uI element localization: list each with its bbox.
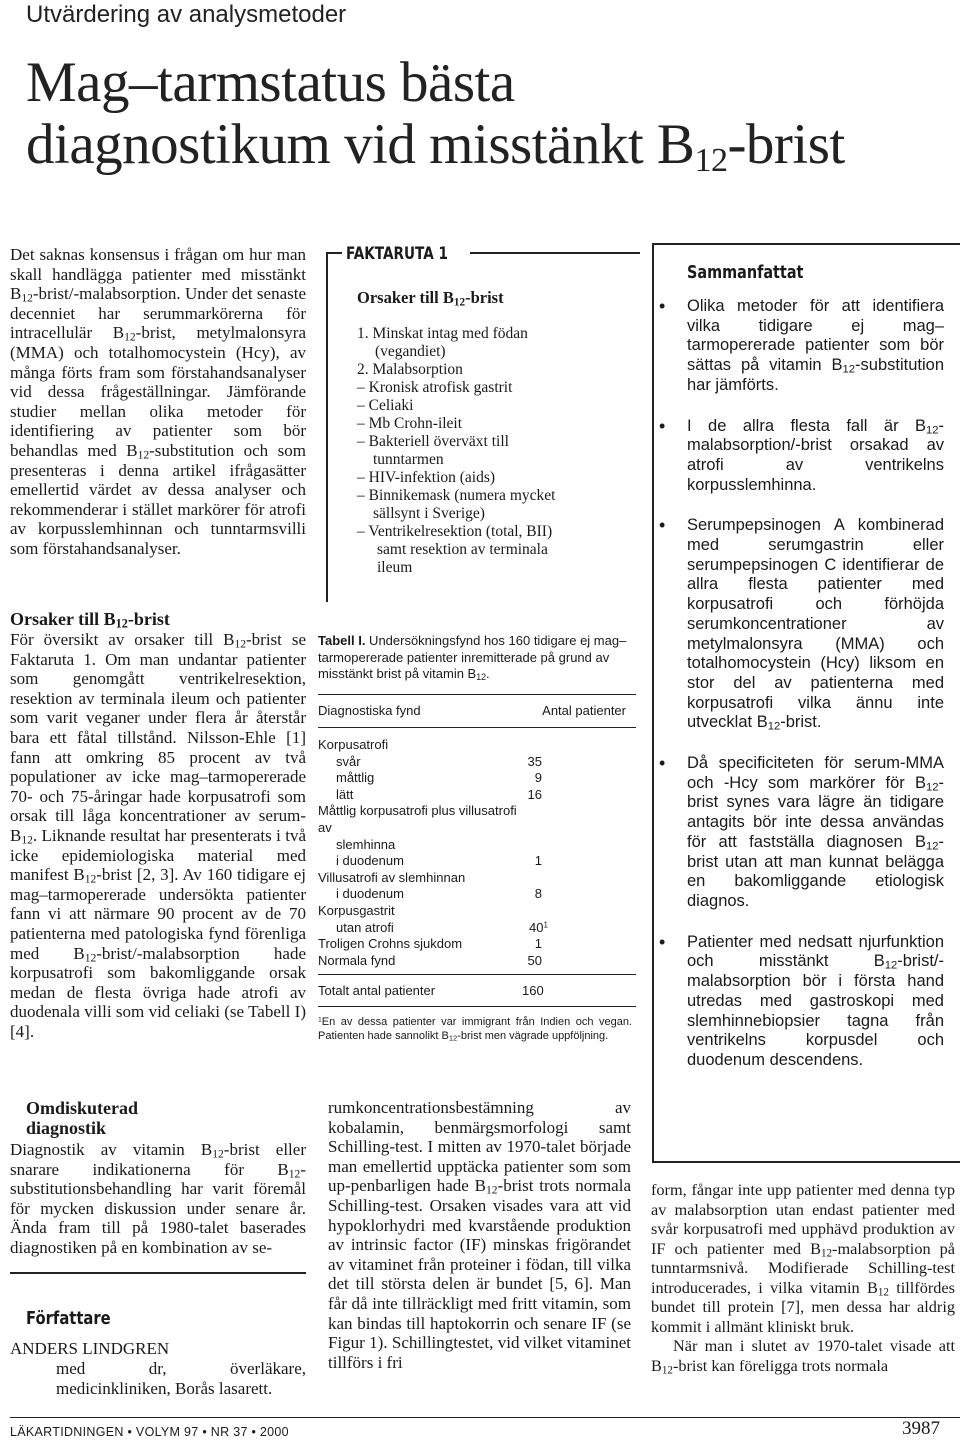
table-row	[318, 903, 628, 920]
author-divider	[10, 1272, 306, 1274]
table-row	[318, 787, 628, 804]
faktaruta-label: FAKTARUTA 1	[346, 244, 448, 264]
table-row	[318, 754, 628, 771]
table-row	[318, 737, 628, 754]
table-header-count: Antal patienter	[542, 703, 626, 718]
footer-journal: LÄKARTIDNINGEN • VOLYM 97 • NR 37 • 2000	[10, 1425, 289, 1439]
table-cell-finding: i duodenum	[336, 886, 404, 902]
list-item: tunntarmen	[373, 451, 444, 468]
table-cell-finding: svår	[336, 753, 361, 769]
table-rule-header	[318, 727, 636, 728]
bullet-icon: •	[659, 931, 666, 952]
table-cell-finding: Korpusgastrit	[318, 902, 395, 918]
list-item: – HIV-infektion (aids)	[357, 469, 496, 486]
table-cell-count	[528, 837, 628, 854]
bullet-icon: •	[659, 296, 666, 316]
page-number: 3987	[902, 1418, 940, 1439]
summary-bullet: • Olika metoder för att identifiera vilka tidigare ej mag–tarmopererade patienter som bör sättas på vitamin $B_{12}$-substitution har jämförts.	[659, 296, 944, 394]
table-cell-count: 35	[527, 753, 542, 769]
table-row	[318, 886, 628, 903]
causes-paragraph: För översikt av orsaker till $B_{12}$-brist se Faktaruta 1. Om man undantar patienter som genomgått ventrikelresektion, resektion av terminala ileum och patienter som varit veganer under flera år återstår bara ett fåtal tillstånd. Nilsson-Ehle [1] fann att omkring 85 procent av två populationer av icke mag–tarmopererade 70- och 75-åringar hade korpusatrofi som orsak till låga koncentrationer av serum-$B_{12}$. Liknande resultat har presenterats i två icke epidemiologiska material med manifest $B_{12}$-brist [2, 3]. Av 160 tidigare ej mag–tarmopererade undersökta patienter fann vi att närmare 90 procent av de 70 patienterna med patologiska fynd förenliga med $B_{12}-brist/$-malabsorption hade korpusatrofi som bakomliggande orsak medan de flesta övriga hade atrofi av duodenala villi som vid celiaki (se Tabell I) [4].	[10, 630, 306, 1041]
list-item: 1. Minskat intag med födan	[357, 325, 528, 342]
table-caption: Tabell I. Undersökningsfynd hos 160 tidigare ej mag–tarmopererade patienter inremitterade på grund av misstänkt brist på vitamin $B_{12}$.	[318, 633, 627, 683]
list-item: sällsynt i Sverige)	[373, 505, 485, 522]
list-item: samt resektion av terminala	[377, 541, 548, 558]
list-item: – Mb Crohn-ileit	[357, 415, 463, 432]
table-cell-finding: måttlig	[336, 770, 375, 786]
section-kicker: Utvärdering av analysmetoder	[26, 1, 347, 28]
list-item: – Celiaki	[357, 397, 414, 414]
table-cell-finding: i duodenum	[336, 853, 404, 869]
title-line-2: diagnostikum vid misstänkt $B_{12}$-brist	[26, 113, 845, 179]
right-paragraph: form, fångar inte upp patienter med denna typ av malabsorption utan endast patienter med svår korpusatrofi med upphävd produktion av IF och patienter med $B_{12}$-malabsorption på tunntarmsnivå. Modifierade Schilling-test introducerades, i vilka vitamin $B_{12}$ tillfördes bundet till protein [7], men dessa har aldrig kommit i allmänt kliniskt bruk. När man i slutet av 1970-talet visade att $B_{12}$-brist kan föreligga trots normala	[651, 1180, 955, 1376]
middle-paragraph: rumkoncentrationsbestämning av kobalamin, benmärgsmorfologi samt Schilling-test. I mitten av 1970-talet började man emellertid upptäcka patienter som som up-penbarligen hade $B_{12}$-brist trots normala Schilling-test. Orsaken visades vara att vid hypoklorhydri med kvarstående produktion av intrinsic factor (IF) minskas frigörandet av vitaminet från proteiner i födan, till vilka det till största delen är bundet [5, 6]. Man får då inte tillräckligt med fritt vitamin, som kan bindas till haptokorrin och senare IF (se Figur 1). Schillingtestet, vid vilket vitaminet tillförs i fri	[328, 1098, 631, 1372]
table-cell-finding: utan atrofi	[336, 919, 394, 935]
bullet-icon: •	[659, 515, 666, 536]
table-cell-finding: Villusatrofi av slemhinnan	[318, 869, 466, 885]
summary-frame-bottom	[652, 1161, 960, 1163]
table-cell-count	[528, 803, 628, 836]
table-cell-finding: Måttlig korpusatrofi plus villusatrofi av	[318, 803, 517, 835]
summary-frame-left	[652, 243, 654, 1162]
table-cell-count: 16	[527, 786, 542, 802]
summary-bullet: • Serumpepsinogen A kombinerad med serumgastrin eller serumpepsinogen C identifierar de allra flesta patienter med korpusatrofi och förhöjda serumkoncentrationer av metylmalonsyra (MMA) och totalhomocystein (Hcy) liksom en stor del av patienterna med korpusatrofi vilka ännu inte utvecklat $B_{12}$-brist.	[659, 515, 944, 733]
table-cell-count: $40^1$	[529, 919, 548, 935]
summary-bullet: • Patienter med nedsatt njurfunktion och misstänkt $B_{12}-brist/$-malabsorption bör i första hand utredas med gastroskopi med slemhinnebiopsier tagna från ventrikelns korpusdel och duodenum descendens.	[659, 931, 944, 1069]
table-cell-count: 1	[534, 853, 542, 869]
title-line-1: Mag–tarmstatus bästa	[26, 51, 515, 114]
table-footnote: $^1$En av dessa patienter var immigrant från Indien och vegan. Patienten hade sannolikt $B_{12}$-brist men vägrade uppföljning.	[318, 1016, 632, 1043]
list-item: – Kronisk atrofisk gastrit	[357, 379, 513, 396]
table-rule-top	[318, 694, 636, 695]
table-cell-count	[528, 870, 628, 887]
list-item: – Bakteriell överväxt till	[357, 433, 509, 450]
table-total-row	[318, 983, 636, 999]
bullet-icon: •	[659, 753, 666, 774]
intro-paragraph: Det saknas konsensus i frågan om hur man skall handlägga patienter med misstänkt $B_{12}-brist/$-malabsorption. Under det senaste decenniet har serummarkörerna för intracellulär $B_{12}$-brist, metylmalonsyra (MMA) och totalhomocystein (Hcy), av många förts fram som förstahandsanalyser vid dessa frågeställningar. Jämförande studier mellan olika metoder för identifiering av patienter som bör behandlas med $B_{12}$-substitution och som presenteras i denna artikel ifrågasätter emellertid värdet av dessa analyser och rekommenderar i stället markörer för atrofi av korpusslemhinnan och tunntarmsvilli som förstahandsanalyser.	[10, 245, 306, 558]
summary-bullet: • Då specificiteten för serum-MMA och -Hcy som markörer för $B_{12}$-brist synes vara lägre än tidigare antagits bör inte dessa användas för att fastställa diagnosen $B_{12}$-brist utan att man kunnat belägga en bakomliggande etiologisk diagnos.	[659, 753, 944, 910]
summary-list	[655, 297, 944, 1092]
faktaruta-frame-left	[326, 252, 328, 602]
table-cell-finding: lätt	[336, 786, 354, 802]
author-name: ANDERS LINDGREN	[10, 1339, 170, 1358]
table-cell-finding: slemhinna	[336, 836, 396, 852]
summary-heading: Sammanfattat	[687, 262, 804, 283]
list-item: – Binnikemask (numera mycket	[357, 487, 556, 504]
table-body	[318, 737, 636, 969]
table-row	[318, 870, 628, 887]
table-row	[318, 837, 628, 854]
list-item: 2. Malabsorption	[357, 361, 463, 378]
summary-bullet: • I de allra flesta fall är $B_{12}-malabsorption/$-brist orsakad av atrofi av ventrikelns korpusslemhinna.	[659, 415, 944, 494]
table-header-findings: Diagnostiska fynd	[318, 703, 421, 718]
table-row	[318, 953, 628, 970]
table-cell-count: 9	[534, 770, 542, 786]
bullet-icon: •	[659, 415, 666, 436]
diagnostics-paragraph: Diagnostik av vitamin $B_{12}$-brist eller snarare indikationerna för $B_{12}$-substitutionsbehandling har varit föremål för mycken diskussion under senare år. Ända fram till på 1980-talet baserades diagnostiken på en kombination av se-	[10, 1140, 306, 1257]
footer-rule	[10, 1417, 960, 1418]
table-total-label: Totalt antal patienter	[318, 983, 436, 998]
faktaruta-heading: Orsaker till $B_{12}$-brist	[357, 288, 504, 309]
author-heading: Författare	[26, 1308, 111, 1329]
summary-frame-top	[652, 243, 960, 245]
list-item: ileum	[377, 559, 413, 576]
table-row	[318, 803, 628, 836]
table-header	[318, 703, 636, 720]
list-item: (vegandiet)	[375, 343, 446, 360]
faktaruta-frame-top-right	[470, 252, 640, 254]
table-cell-count: 1	[534, 936, 542, 952]
faktaruta-list	[357, 325, 637, 577]
table-cell-count: 50	[527, 952, 542, 968]
list-item: – Ventrikelresektion (total, BII)	[357, 523, 553, 540]
table-row	[318, 770, 628, 787]
author-info: med dr, överläkare, medicinkliniken, Borås lasarett.	[56, 1359, 306, 1398]
table-rule-total	[318, 974, 636, 975]
table-cell-finding: Korpusatrofi	[318, 737, 389, 752]
table-cell-finding: Normala fynd	[318, 952, 396, 968]
table-cell-count	[528, 903, 628, 920]
table-total-value: 160	[522, 983, 544, 998]
table-rule-bottom	[318, 1006, 636, 1007]
table-cell-count: 8	[534, 886, 542, 902]
table-cell-finding: Troligen Crohns sjukdom	[318, 936, 463, 952]
table-row	[318, 853, 628, 870]
table-row	[318, 936, 628, 953]
section-heading-diagnostics: Omdiskuterad diagnostik	[26, 1098, 139, 1138]
table-cell-count	[528, 737, 628, 754]
article-title	[26, 51, 845, 179]
faktaruta-frame-top-left	[326, 252, 342, 254]
table-row	[318, 920, 628, 937]
section-heading-causes: Orsaker till $B_{12}$-brist	[10, 609, 170, 631]
